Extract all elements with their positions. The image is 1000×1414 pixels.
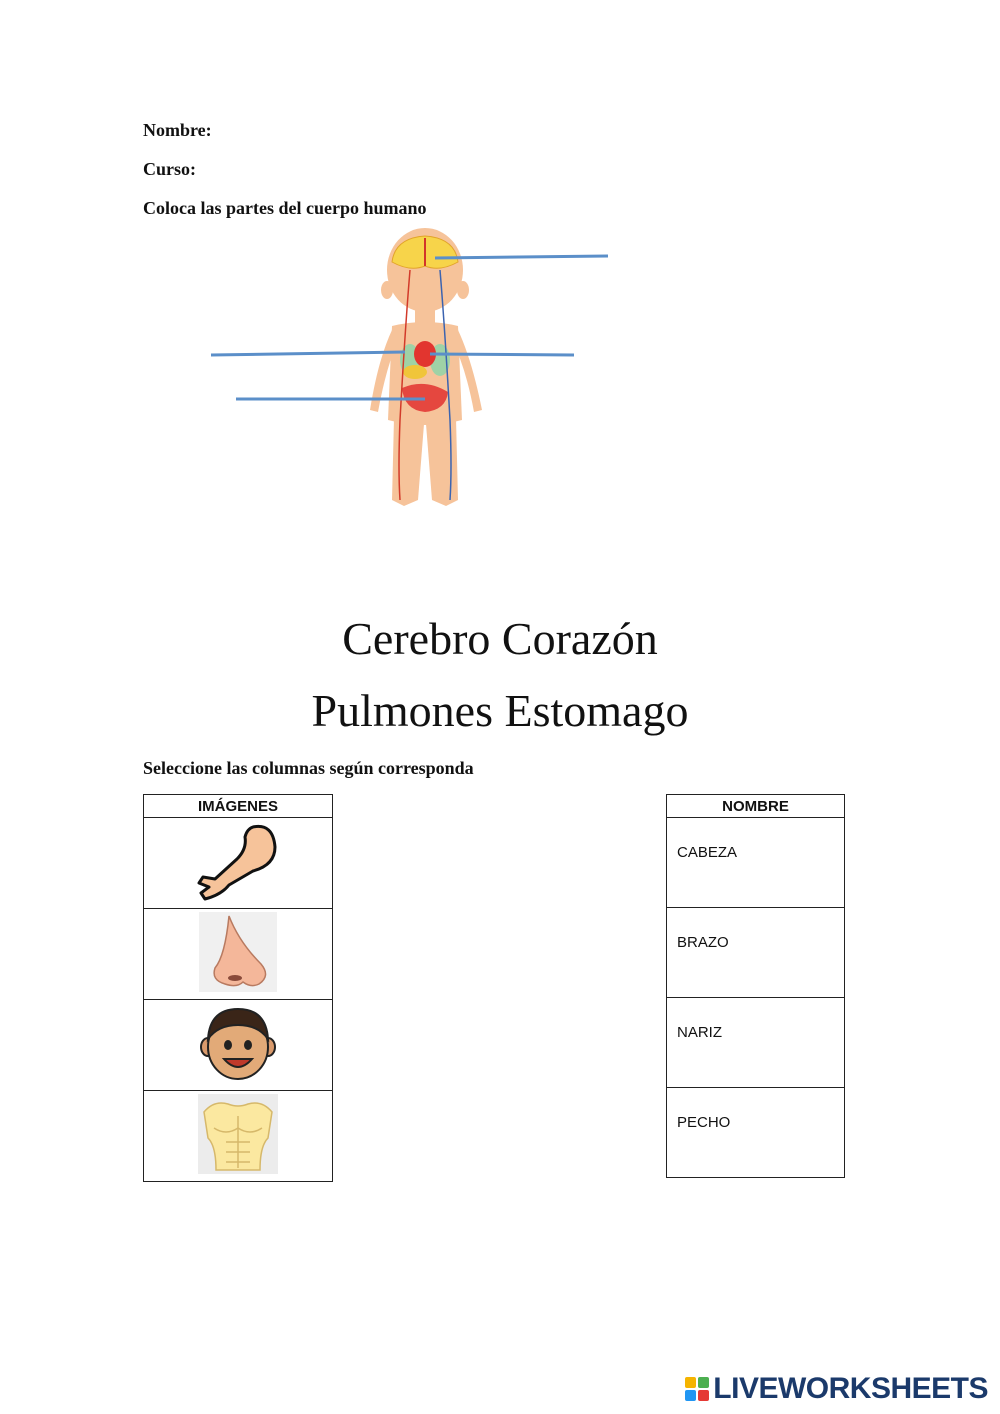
table-row (144, 1091, 333, 1182)
table-row (667, 818, 845, 908)
course-label: Curso: (143, 159, 196, 179)
name-cell[interactable]: BRAZO (667, 908, 845, 998)
name-cell[interactable]: NARIZ (667, 998, 845, 1088)
names-header: NOMBRE (667, 795, 845, 818)
logo-icon (685, 1377, 709, 1401)
images-table (143, 794, 333, 1182)
arm-picture[interactable] (193, 819, 283, 903)
table-row (144, 909, 333, 1000)
matching-instruction: Seleccione las columnas según corresponda (143, 758, 474, 778)
answer-line-brain (435, 256, 608, 258)
body-figure (370, 228, 482, 506)
answer-line-left-upper (211, 352, 405, 355)
table-row (144, 818, 333, 909)
table-row (667, 998, 845, 1088)
word-bank-line-1: Cerebro Corazón (342, 613, 658, 664)
table-row (667, 908, 845, 998)
table-row (667, 1088, 845, 1178)
chest-picture[interactable] (198, 1094, 278, 1174)
names-table (666, 794, 845, 1178)
face-picture[interactable] (198, 1003, 278, 1083)
images-header: IMÁGENES (144, 795, 333, 818)
table-row (144, 1000, 333, 1091)
name-cell[interactable]: PECHO (667, 1088, 845, 1178)
name-cell[interactable]: CABEZA (667, 818, 845, 908)
word-bank-line-2: Pulmones Estomago (311, 685, 689, 736)
nose-picture[interactable] (199, 912, 277, 992)
answer-line-right (430, 354, 574, 355)
liveworksheets-logo[interactable] (685, 1372, 988, 1406)
logo-text: LIVEWORKSHEETS (713, 1372, 988, 1405)
name-label: Nombre: (143, 120, 212, 140)
body-diagram (205, 222, 615, 532)
instruction-label: Coloca las partes del cuerpo humano (143, 198, 427, 218)
